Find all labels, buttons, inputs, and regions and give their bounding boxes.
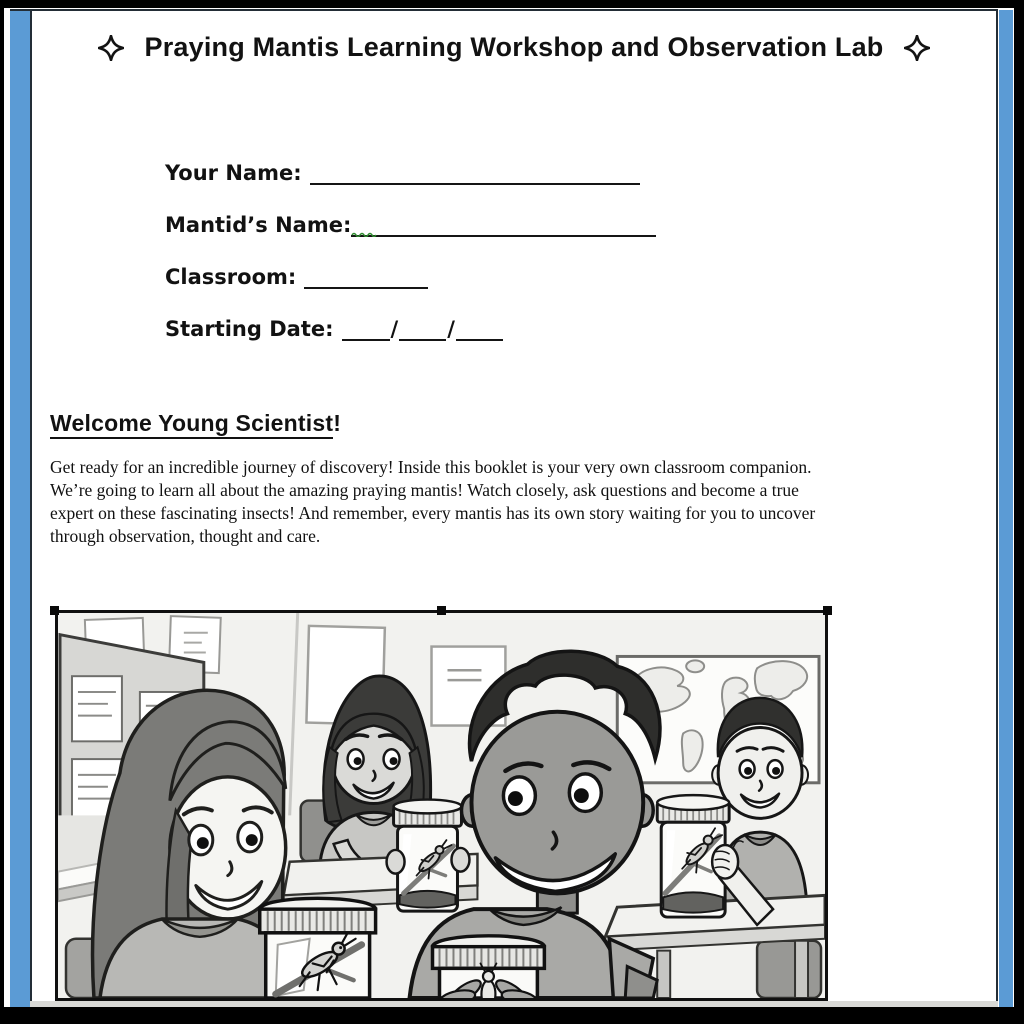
your-name-row [165,155,640,185]
your-name-blank[interactable] [310,157,640,185]
mantid-name-row [165,207,656,237]
classroom-blank[interactable] [304,261,428,289]
mantid-name-blank[interactable] [351,209,656,237]
welcome-heading: Welcome Young Scientist! [50,410,341,437]
date-month-blank[interactable] [342,313,390,341]
page-border-top [10,9,998,11]
classroom-row [165,259,428,289]
your-name-label: Your Name: [165,161,302,185]
classroom-label: Classroom: [165,265,297,289]
page-bottom-strip [30,1001,998,1007]
welcome-paragraph [50,456,980,548]
paragraph-line: We’re going to learn all about the amazing praying mantis! Watch closely, ask questions and become a true [50,480,799,500]
mantis-jar-girl [387,800,470,912]
date-separator: / [390,317,399,341]
image-resize-handle-top-left[interactable] [50,606,59,615]
mantis-jar-front [260,898,376,998]
spellcheck-squiggle-icon [351,218,377,242]
page-title: Praying Mantis Learning Workshop and Observation Lab [144,32,884,62]
page-border-left [30,9,32,1007]
classroom-illustration[interactable] [55,610,828,1001]
right-accent-bar [999,10,1013,1007]
mantid-name-label: Mantid’s Name: [165,213,352,237]
date-day-blank[interactable] [399,313,446,341]
date-year-blank[interactable] [456,313,503,341]
paragraph-line: Get ready for an incredible journey of discovery! Inside this booklet is your very own classroom companion. [50,457,812,477]
mantis-jar-center [433,936,545,998]
chair-back [757,941,821,998]
starting-date-row [165,311,503,341]
four-pointed-star-icon [904,35,930,61]
starting-date-label: Starting Date: [165,317,334,341]
image-resize-handle-top-middle[interactable] [437,606,446,615]
paragraph-line: through observation, thought and care. [50,526,321,546]
left-accent-bar [10,10,30,1007]
document-title-row [31,32,997,63]
four-pointed-star-icon [98,35,124,61]
date-separator: / [447,317,455,341]
page-border-right [996,9,998,1007]
paragraph-line: expert on these fascinating insects! And remember, every mantis has its own story waiting for you to uncover [50,503,816,523]
image-resize-handle-top-right[interactable] [823,606,832,615]
